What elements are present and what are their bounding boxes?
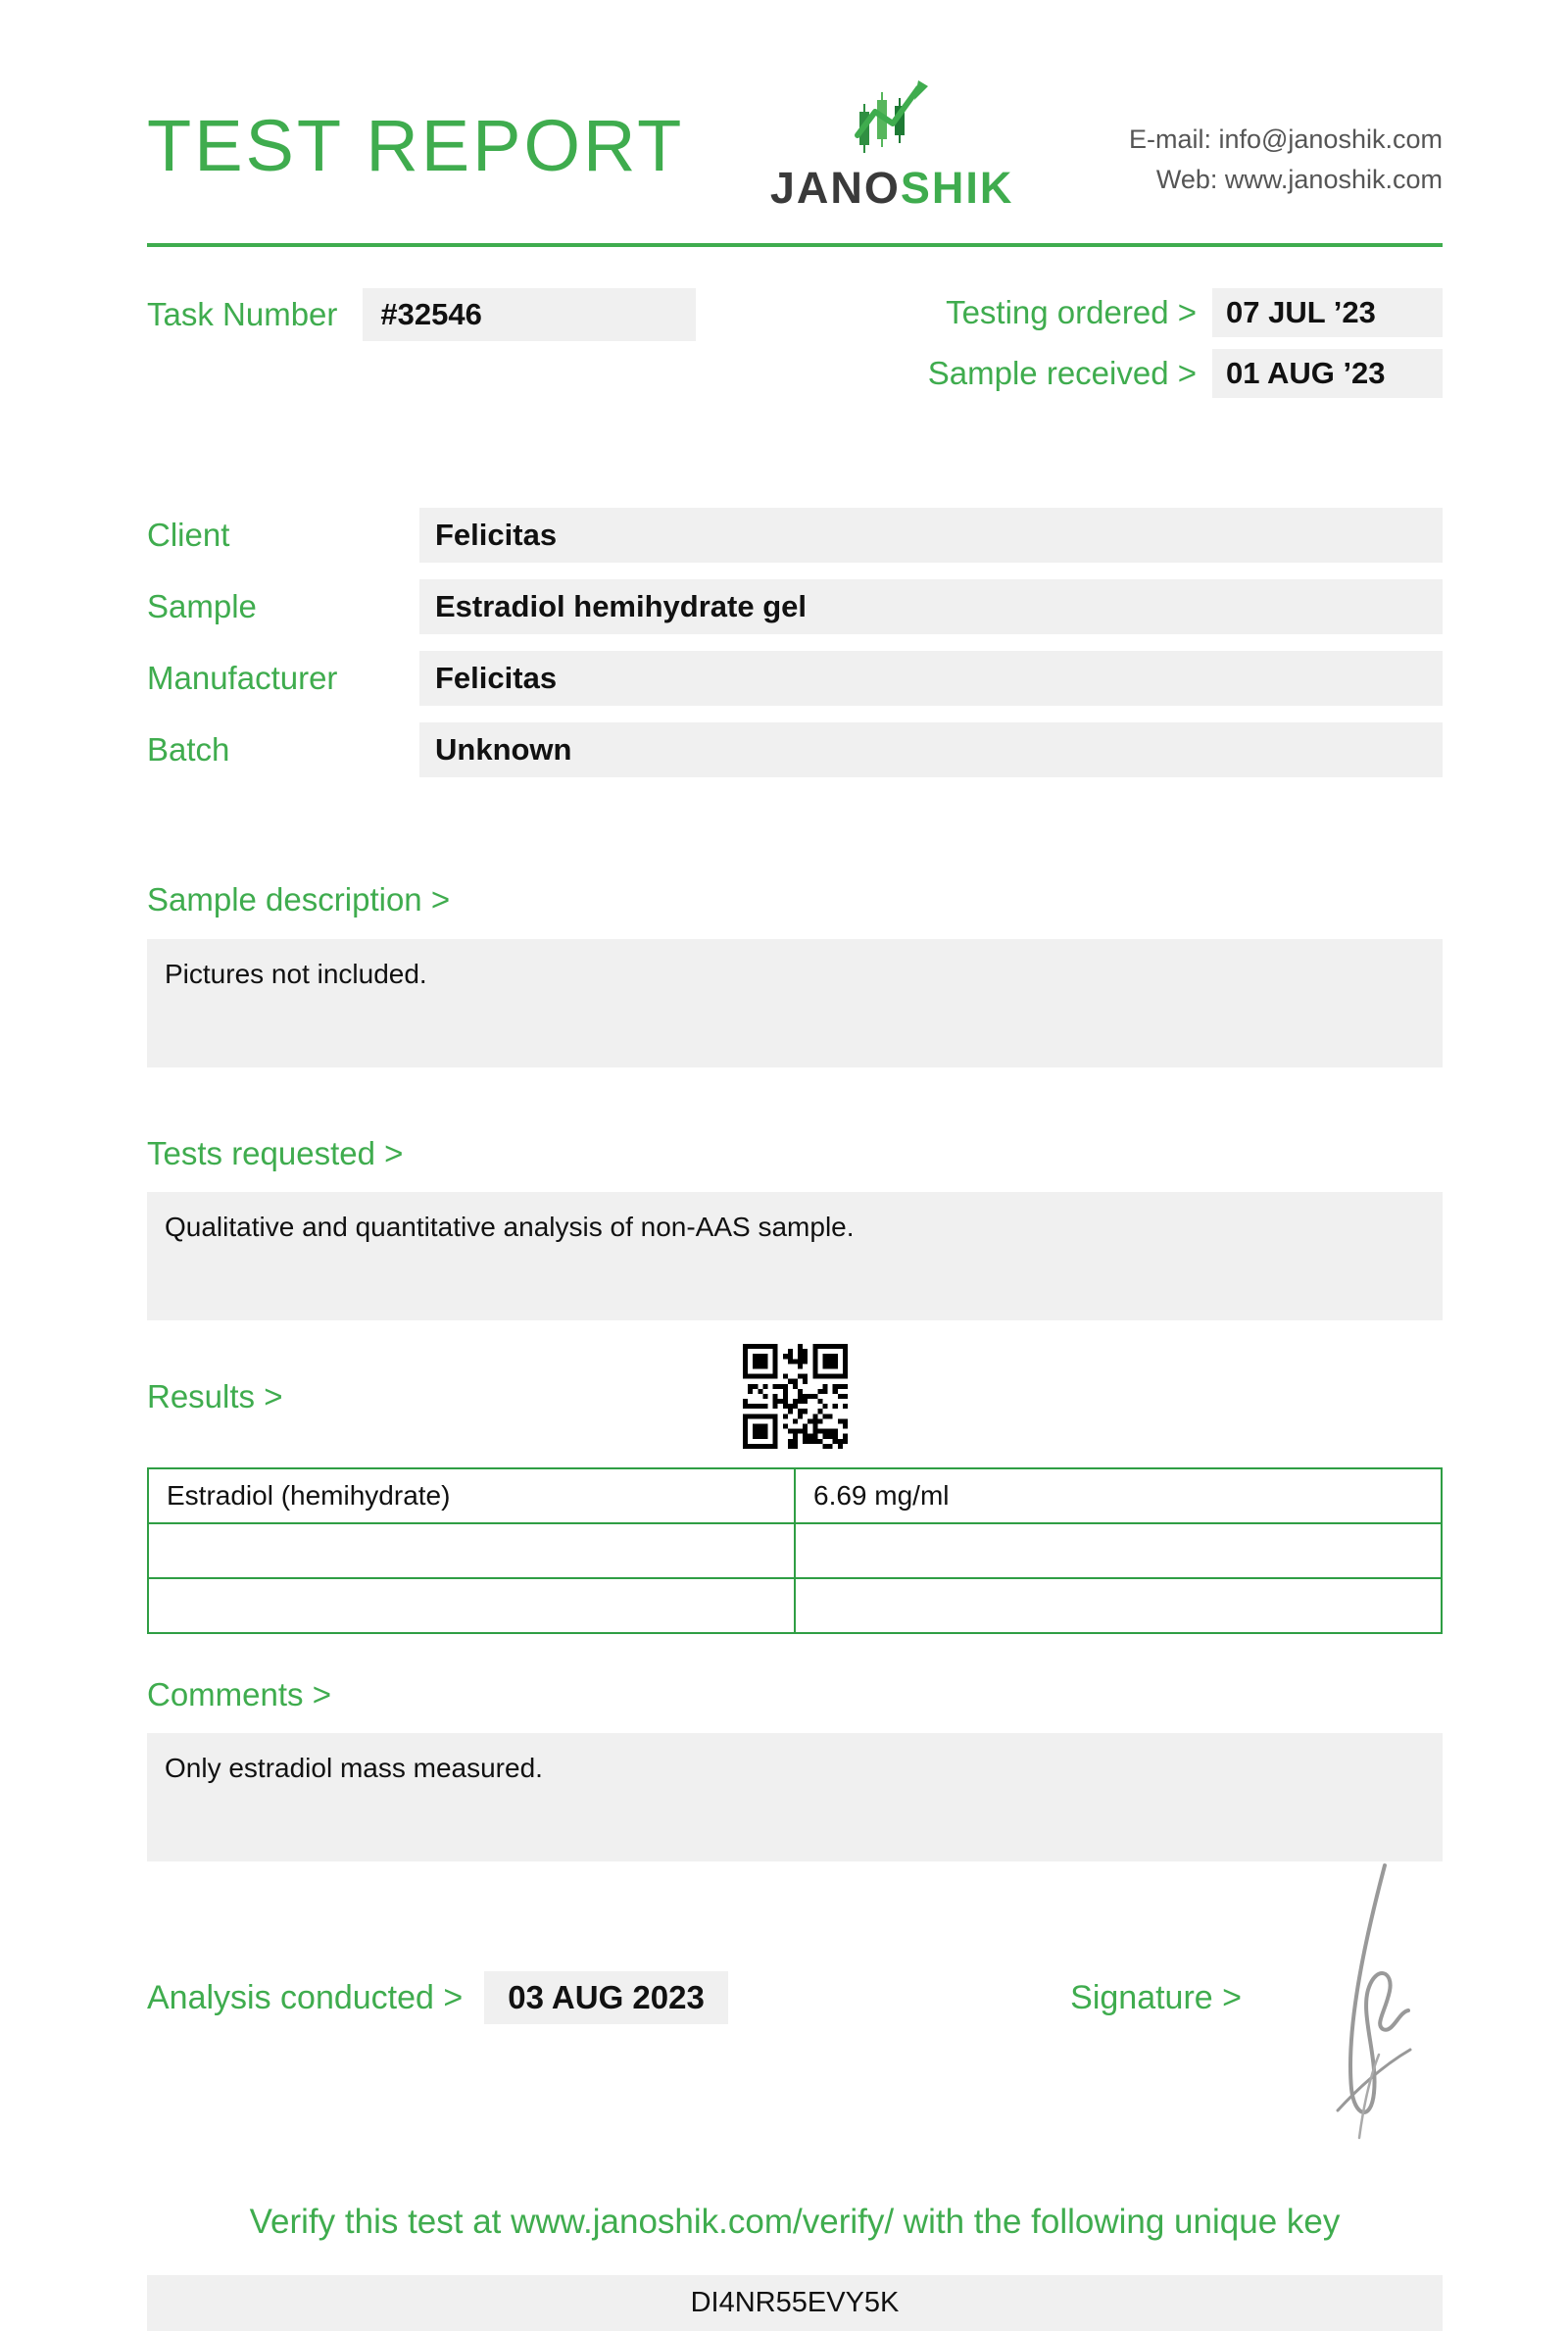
signature-image bbox=[1291, 1854, 1428, 2148]
result-analyte bbox=[148, 1578, 795, 1633]
result-value bbox=[795, 1523, 1442, 1578]
comments-title: Comments > bbox=[147, 1675, 331, 1712]
analysis-conducted-group bbox=[147, 1971, 728, 2024]
page-title: TEST REPORT bbox=[147, 105, 685, 186]
table-row bbox=[148, 1468, 1442, 1523]
tests-requested-section bbox=[147, 1134, 1443, 1321]
results-section bbox=[147, 1377, 1443, 1634]
janoshik-logo bbox=[770, 78, 1014, 214]
logo-wordmark bbox=[770, 163, 1014, 214]
contact-info bbox=[1129, 120, 1443, 199]
info-row-batch bbox=[147, 722, 1443, 777]
sample-received-label: Sample received > bbox=[927, 355, 1197, 391]
signature-label: Signature > bbox=[1070, 1978, 1242, 2016]
sample-value: Estradiol hemihydrate gel bbox=[419, 579, 1443, 634]
sample-received-row bbox=[928, 349, 1443, 398]
result-analyte: Estradiol (hemihydrate) bbox=[148, 1468, 795, 1523]
bar-chart-logo-icon bbox=[854, 78, 930, 159]
results-table bbox=[147, 1467, 1443, 1634]
info-row-sample bbox=[147, 579, 1443, 634]
logo-wordmark-accent: SHIK bbox=[900, 163, 1014, 213]
info-row-manufacturer bbox=[147, 651, 1443, 706]
manufacturer-value: Felicitas bbox=[419, 651, 1443, 706]
sample-label: Sample bbox=[147, 588, 257, 624]
sample-description-content: Pictures not included. bbox=[147, 939, 1443, 1067]
client-value: Felicitas bbox=[419, 508, 1443, 563]
testing-ordered-value: 07 JUL ’23 bbox=[1212, 288, 1443, 337]
batch-label: Batch bbox=[147, 731, 230, 768]
analysis-conducted-label: Analysis conducted > bbox=[147, 1978, 464, 2016]
task-number-value: #32546 bbox=[363, 288, 696, 341]
sample-description-title: Sample description > bbox=[147, 881, 451, 918]
analysis-conducted-value: 03 AUG 2023 bbox=[484, 1971, 728, 2024]
sample-info-block bbox=[147, 508, 1443, 777]
comments-content: Only estradiol mass measured. bbox=[147, 1733, 1443, 1861]
table-row bbox=[148, 1523, 1442, 1578]
tests-requested-content: Qualitative and quantitative analysis of non-AAS sample. bbox=[147, 1192, 1443, 1320]
qr-code-icon bbox=[743, 1344, 848, 1449]
verify-instruction: Verify this test at www.janoshik.com/verify/ with the following unique key bbox=[249, 2203, 1341, 2242]
result-value: 6.69 mg/ml bbox=[795, 1468, 1442, 1523]
results-title: Results > bbox=[147, 1378, 283, 1415]
testing-ordered-row bbox=[928, 288, 1443, 337]
footer-row bbox=[147, 1971, 1443, 2024]
task-number-label: Task Number bbox=[147, 296, 338, 332]
comments-section bbox=[147, 1675, 1443, 1862]
header-divider bbox=[147, 243, 1443, 247]
client-label: Client bbox=[147, 517, 230, 553]
info-row-client bbox=[147, 508, 1443, 563]
unique-key: DI4NR55EVY5K bbox=[147, 2275, 1443, 2331]
sample-description-section bbox=[147, 880, 1443, 1067]
logo-wordmark-primary: JANO bbox=[769, 163, 901, 213]
task-number-group bbox=[147, 288, 696, 341]
result-analyte bbox=[148, 1523, 795, 1578]
contact-email: E-mail: info@janoshik.com bbox=[1128, 124, 1443, 154]
contact-web: Web: www.janoshik.com bbox=[1155, 164, 1443, 194]
manufacturer-label: Manufacturer bbox=[147, 660, 338, 696]
dates-group bbox=[928, 288, 1443, 410]
table-row bbox=[148, 1578, 1442, 1633]
sample-received-value: 01 AUG ’23 bbox=[1212, 349, 1443, 398]
testing-ordered-label: Testing ordered > bbox=[946, 294, 1197, 330]
batch-value: Unknown bbox=[419, 722, 1443, 777]
tests-requested-title: Tests requested > bbox=[147, 1134, 404, 1171]
report-header bbox=[147, 59, 1443, 214]
task-row bbox=[147, 288, 1443, 410]
result-value bbox=[795, 1578, 1442, 1633]
